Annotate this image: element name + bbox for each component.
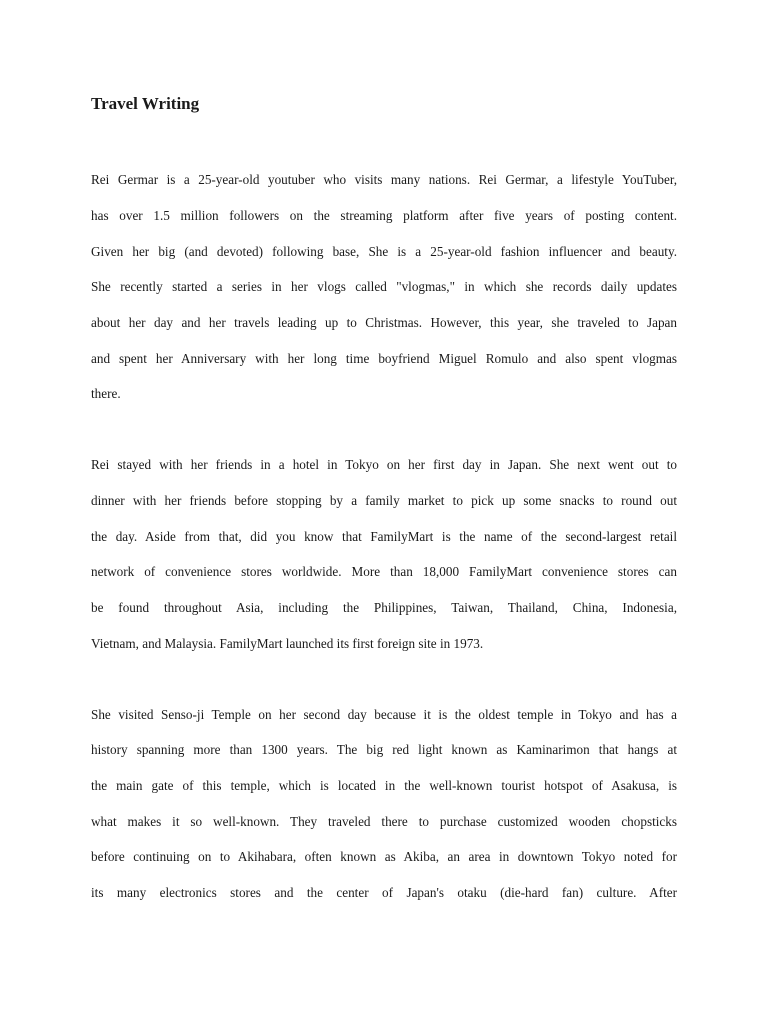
paragraph-2-line-1: Rei stayed with her friends in a hotel in Tokyo on her first day in Japan. She next went out to	[91, 457, 677, 472]
paragraph-3-line-6: its many electronics stores and the center of Japan's otaku (die-hard fan) culture. After	[91, 885, 677, 900]
paragraph-1-line-1: Rei Germar is a 25-year-old youtuber who visits many nations. Rei Germar, a lifestyle YouTuber,	[91, 172, 677, 187]
paragraph-2-line-4: network of convenience stores worldwide. More than 18,000 FamilyMart convenience stores can	[91, 564, 677, 579]
paragraph-1-line-4: She recently started a series in her vlogs called "vlogmas," in which she records daily updates	[91, 279, 677, 294]
paragraph-3-line-4: what makes it so well-known. They traveled there to purchase customized wooden chopsticks	[91, 814, 677, 829]
paragraph-3-line-1: She visited Senso-ji Temple on her second day because it is the oldest temple in Tokyo and has a	[91, 707, 677, 722]
paragraph-1-line-2: has over 1.5 million followers on the streaming platform after five years of posting content.	[91, 208, 677, 223]
paragraph-1-line-6: and spent her Anniversary with her long time boyfriend Miguel Romulo and also spent vlogmas	[91, 351, 677, 366]
paragraph-3-line-3: the main gate of this temple, which is located in the well-known tourist hotspot of Asakusa, is	[91, 778, 677, 793]
paragraph-2-line-2: dinner with her friends before stopping by a family market to pick up some snacks to round out	[91, 493, 677, 508]
paragraph-2-line-3: the day. Aside from that, did you know that FamilyMart is the name of the second-largest retail	[91, 529, 677, 544]
paragraph-1-line-3: Given her big (and devoted) following base, She is a 25-year-old fashion influencer and beauty.	[91, 244, 677, 259]
paragraph-3-line-2: history spanning more than 1300 years. The big red light known as Kaminarimon that hangs at	[91, 742, 677, 757]
paragraph-1-line-7: there.	[91, 386, 121, 401]
paragraph-1-line-5: about her day and her travels leading up to Christmas. However, this year, she traveled to Japan	[91, 315, 677, 330]
document-title: Travel Writing	[91, 94, 200, 113]
paragraph-2-line-5: be found throughout Asia, including the Philippines, Taiwan, Thailand, China, Indonesia,	[91, 600, 677, 615]
paragraph-2-line-6: Vietnam, and Malaysia. FamilyMart launched its first foreign site in 1973.	[91, 636, 484, 651]
paragraph-3-line-5: before continuing on to Akihabara, often known as Akiba, an area in downtown Tokyo noted for	[91, 849, 677, 864]
